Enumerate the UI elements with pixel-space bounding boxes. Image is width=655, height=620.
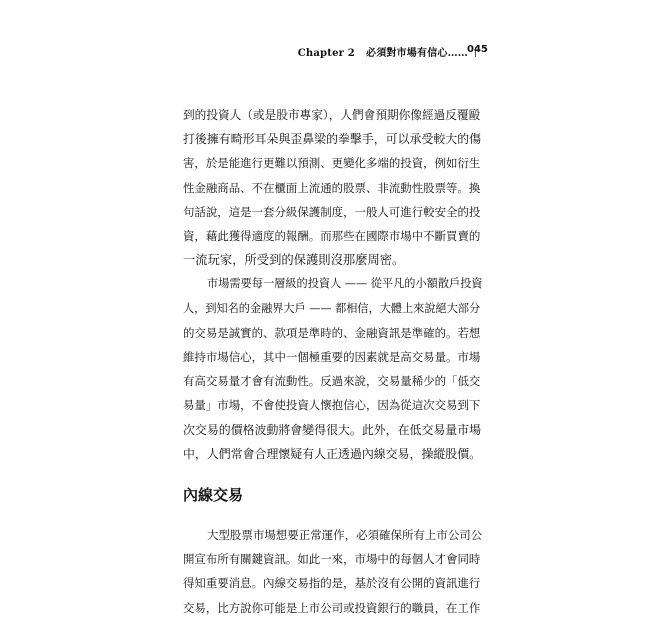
chapter-label: Chapter 2 xyxy=(297,48,355,59)
text-line: 到的投資人（或是股市專家），人們會預期你像經過反覆毆 xyxy=(183,108,481,122)
paragraph-2 xyxy=(183,272,484,466)
text-line: 開宣布所有關鍵資訊。如此一來，市場中的每個人才會同時 xyxy=(183,552,481,567)
text-line: 大型股票市場想要正常運作，必須確保所有上市公司公 xyxy=(207,528,483,543)
page-number: 045 xyxy=(467,44,488,55)
text-line: 得知重要消息。內線交易指的是，基於沒有公開的資訊進行 xyxy=(183,576,481,591)
text-line: 易量」市場，不會使投資人懷抱信心，因為從這次交易到下 xyxy=(183,398,481,413)
paragraph-1 xyxy=(183,103,484,272)
text-line: 資，藉此獲得適度的報酬。而那些在國際市場中不斷買賣的 xyxy=(183,229,481,244)
running-header xyxy=(298,44,483,59)
text-line: 市場需要每一層級的投資人 —— 從平凡的小額散戶投資 xyxy=(207,277,483,291)
text-line: 中，人們常會合理懷疑有人正透過內線交易，操縱股價。 xyxy=(183,446,482,461)
chapter-title: 必須對市場有信心…… xyxy=(366,48,468,59)
text-line: 打後擁有畸形耳朵與歪鼻梁的拳擊手，可以承受較大的傷 xyxy=(183,132,482,147)
body-text xyxy=(183,103,484,620)
text-line: 句話說，這是一套分級保護制度，一般人可進行較安全的投 xyxy=(183,204,481,219)
section-paragraph xyxy=(183,523,484,620)
section-heading: 內線交易 xyxy=(183,486,244,505)
text-line: 交易，比方說你可能是上市公司或投資銀行的職員，在工作 xyxy=(183,600,481,615)
text-line: 有高交易量才會有流動性。反過來說，交易量稀少的「低交 xyxy=(183,374,481,389)
text-line: 性金融商品、不在櫃面上流通的股票、非流動性股票等。換 xyxy=(183,180,481,195)
text-line: 次交易的價格波動將會變得很大。此外，在低交易量市場 xyxy=(183,422,482,437)
text-line: 維持市場信心，其中一個極重要的因素就是高交易量。市場 xyxy=(183,350,481,365)
text-line: 的交易是誠實的、款項是準時的、金融資訊是準確的。若想 xyxy=(183,325,481,340)
text-line: 害，於是能進行更難以預測、更變化多端的投資，例如衍生 xyxy=(183,156,481,171)
text-line: 人，到知名的金融界大戶 —— 都相信，大體上來說絕大部分 xyxy=(183,301,481,315)
text-line: 一流玩家，所受到的保護則沒那麼周密。 xyxy=(183,253,405,268)
